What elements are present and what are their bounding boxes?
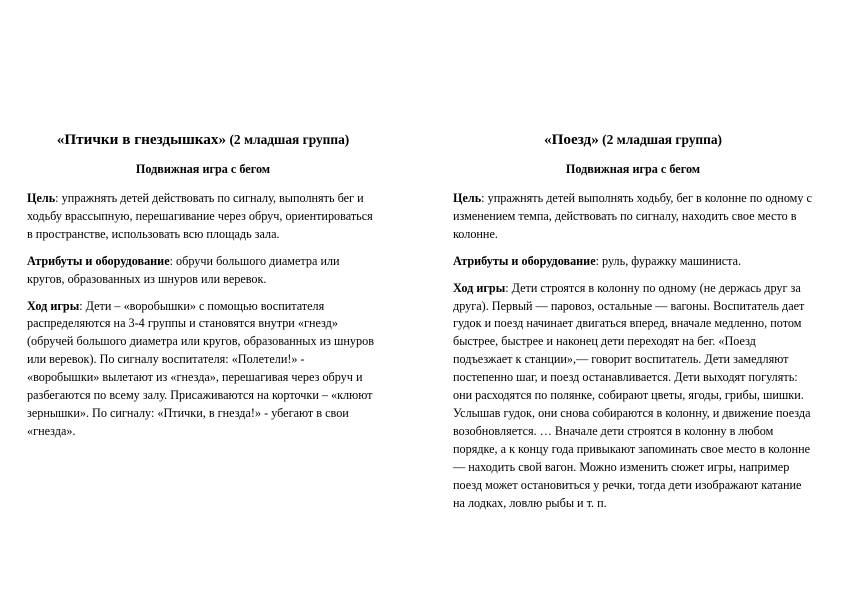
- left-game-title: [27, 132, 379, 148]
- right-rules-label: Ход игры: [453, 280, 506, 295]
- right-game-group: (2 младшая группа): [598, 132, 723, 147]
- right-goal-text: : упражнять детей выполнять ходьбу, бег в колонне по одному с изменением темпа, действовать по сигналу, находить свое место в колонне.: [453, 191, 812, 241]
- right-equipment-paragraph: [453, 253, 813, 271]
- right-column: [453, 132, 813, 521]
- right-game-title: [453, 132, 813, 148]
- left-goal-paragraph: [27, 190, 379, 244]
- right-goal-label: Цель: [453, 191, 482, 205]
- right-rules-text: : Дети строятся в колонну по одному (не держась друг за друга). Первый — паровоз, остальные — вагоны. Воспитатель дает гудок и поезд начинает двигаться вперед, вначале медленно, потом быстрее, быстрее и наконец дети переходят на бег. «Поезд подъезжает к станции»,— говорит воспитатель. Дети замедляют постепенно шаг, и поезд останавливается. Дети выходят погулять: они расходятся по полянке, собирают цветы, ягоды, грибы, шишки. Услышав гудок, они снова собираются в колонну, и движение поезда возобновляется. … Вначале дети строятся в колонну в любом порядке, а к концу года привыкают запоминать свое место в колонне — находить свой вагон. Можно изменить сюжет игры, например поезд может остановиться у речки, тогда дети изображают катание на лодках, ловлю рыбы и т. п.: [453, 280, 811, 510]
- right-game-subtitle: Подвижная игра с бегом: [565, 162, 701, 176]
- right-equipment-text: : руль, фуражку машиниста.: [595, 253, 742, 268]
- left-rules-label: Ход игры: [27, 298, 80, 313]
- left-goal-label: Цель: [27, 191, 56, 205]
- left-game-name: «Птички в гнездышках»: [56, 131, 227, 148]
- left-equipment-text: : обручи большого диаметра или кругов, образованных из шнуров или веревок.: [27, 253, 340, 286]
- left-equipment-paragraph: [27, 253, 379, 289]
- right-rules-paragraph: [453, 280, 813, 513]
- left-goal-text: : упражнять детей действовать по сигналу, выполнять бег и ходьбу врассыпную, перешагивание через обруч, ориентироваться в пространстве, использовать всю площадь зала.: [27, 191, 373, 241]
- left-game-subtitle: Подвижная игра с бегом: [135, 162, 271, 176]
- left-column: [27, 132, 379, 450]
- right-goal-paragraph: [453, 190, 813, 244]
- left-game-group: (2 младшая группа): [226, 132, 350, 147]
- right-game-name: «Поезд»: [543, 131, 599, 148]
- right-equipment-label: Атрибуты и оборудование: [453, 253, 596, 268]
- left-rules-paragraph: [27, 298, 379, 441]
- left-equipment-label: Атрибуты и оборудование: [27, 253, 170, 268]
- left-rules-text: : Дети – «воробышки» с помощью воспитателя распределяются на 3-4 группы и становятся внутри «гнезд» (обручей большого диаметра или кругов, образованных из шнуров или веревок). По сигналу воспитателя: «Полетели!» - «воробышки» вылетают из «гнезда», перешагивая через обруч и разбегаются по всему залу. Присаживаются на корточки – «клюют зернышки». По сигналу: «Птички, в гнезда!» - убегают в свои «гнезда».: [27, 298, 374, 438]
